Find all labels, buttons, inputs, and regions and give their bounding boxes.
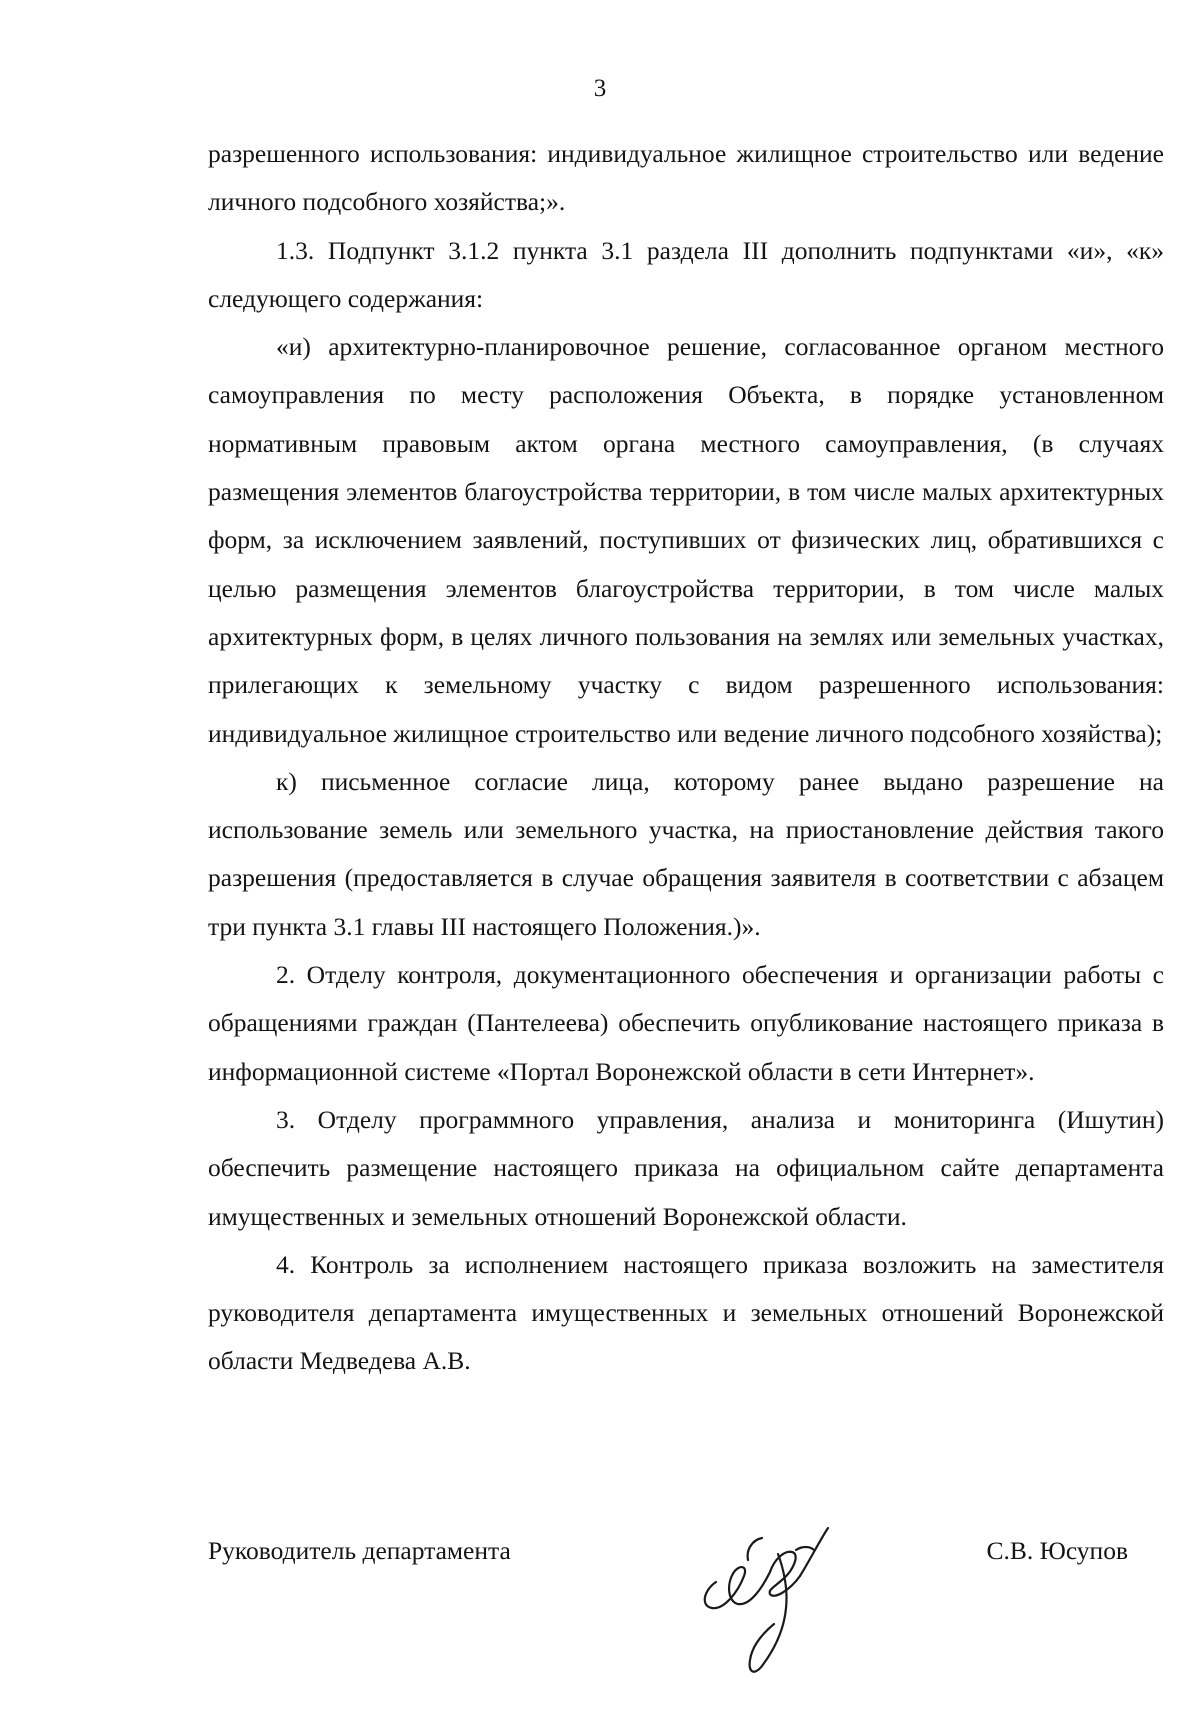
paragraph-item-3: 3. Отделу программного управления, анализа и мониторинга (Ишутин) обеспечить размещение настоящего приказа на официальном сайте департамента имущественных и земельных отношений Воронежской области. — [208, 1104, 1164, 1231]
paragraph-subitem-i: «и) архитектурно-планировочное решение, согласованное органом местного самоуправления по месту расположения Объекта, в порядке установленном нормативным правовым актом органа местного самоуправления, (в случаях размещения элементов благоустройства территории, в том числе малых архитектурных форм, за исключением заявлений, поступивших от физических лиц, обратившихся с целью размещения элементов благоустройства территории, в том числе малых архитектурных форм, в целях личного пользования на землях или земельных участках, прилегающих к земельному участку с видом разрешенного использования: индивидуальное жилищное строительство или ведение личного подсобного хозяйства); — [208, 332, 1164, 748]
signatory-position: Руководитель департамента — [208, 1536, 511, 1565]
paragraph-continuation: разрешенного использования: индивидуальное жилищное строительство или ведение личного подсобного хозяйства;». — [208, 139, 1164, 217]
page-number: 3 — [593, 75, 607, 102]
paragraph-item-4: 4. Контроль за исполнением настоящего приказа возложить на заместителя руководителя департамента имущественных и земельных отношений Воронежской области Медведева А.В. — [208, 1249, 1164, 1376]
handwritten-signature-icon — [678, 1510, 858, 1690]
signature-block — [208, 1510, 1164, 1700]
document-body — [208, 130, 1164, 1386]
paragraph-item-2: 2. Отделу контроля, документационного обеспечения и организации работы с обращениями граждан (Пантелеева) обеспечить опубликование настоящего приказа в информационной системе «Портал Воронежской области в сети Интернет». — [208, 960, 1164, 1086]
signatory-name: С.В. Юсупов — [986, 1536, 1128, 1565]
paragraph-subitem-k: к) письменное согласие лица, которому ранее выдано разрешение на использование земель или земельного участка, на приостановление действия такого разрешения (предоставляется в случае обращения заявителя в соответствии с абзацем три пункта 3.1 главы III настоящего Положения.)». — [208, 766, 1164, 941]
paragraph-1-3: 1.3. Подпункт 3.1.2 пункта 3.1 раздела III дополнить подпунктами «и», «к» следующего содержания: — [208, 235, 1164, 313]
